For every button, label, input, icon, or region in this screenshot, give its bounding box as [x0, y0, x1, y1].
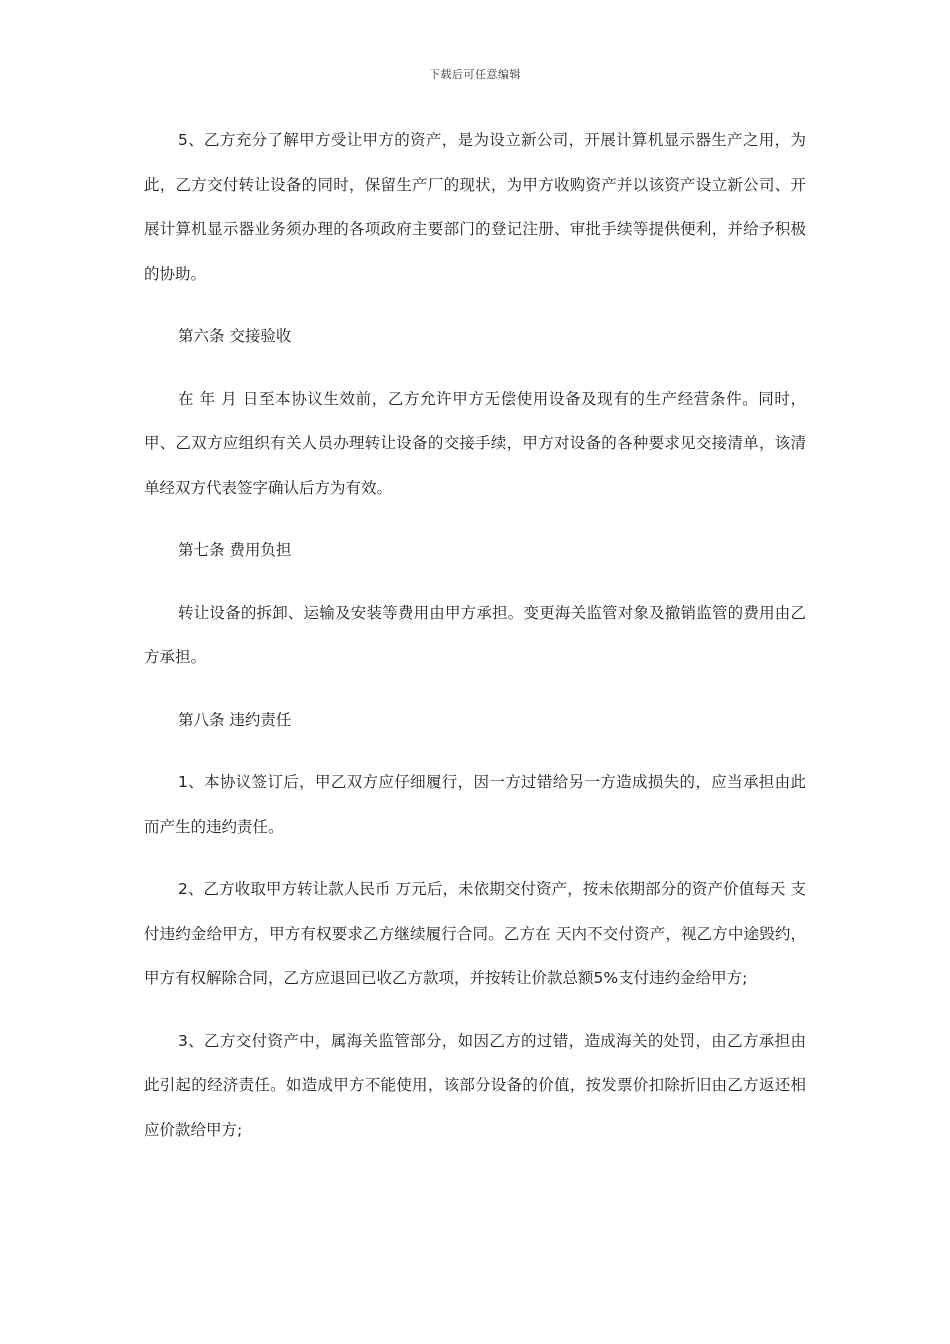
page-header: 下载后可任意编辑	[429, 68, 521, 81]
handover-paragraph: 在 年 月 日至本协议生效前，乙方允许甲方无偿使用设备及现有的生产经营条件。同时，甲、乙双方应组织有关人员办理转让设备的交接手续，甲方对设备的各种要求见交接清单，该清单经双方代表签字确认后方为有效。	[144, 389, 806, 497]
breach-clause-1: 1、本协议签订后，甲乙双方应仔细履行，因一方过错给另一方造成损失的，应当承担由此而产生的违约责任。	[144, 773, 806, 836]
article-8-heading: 第八条 违约责任	[178, 710, 292, 729]
cost-paragraph: 转让设备的拆卸、运输及安装等费用由甲方承担。变更海关监管对象及撤销监管的费用由乙方承担。	[144, 603, 806, 666]
document-body	[144, 118, 806, 1170]
breach-clause-3: 3、乙方交付资产中，属海关监管部分，如因乙方的过错，造成海关的处罚，由乙方承担由此引起的经济责任。如造成甲方不能使用，该部分设备的价值，按发票价扣除折旧由乙方返还相应价款给甲方;	[144, 1031, 806, 1139]
article-7-heading: 第七条 费用负担	[178, 541, 292, 559]
clause-5-paragraph: 5、乙方充分了解甲方受让甲方的资产，是为设立新公司，开展计算机显示器生产之用，为此，乙方交付转让设备的同时，保留生产厂的现状，为甲方收购资产并以该资产设立新公司、开展计算机显示器业务须办理的各项政府主要部门的登记注册、审批手续等提供便利，并给予积极的协助。	[144, 131, 806, 283]
article-6-heading: 第六条 交接验收	[178, 327, 292, 345]
breach-clause-2: 2、乙方收取甲方转让款人民币 万元后，未依期交付资产，按未依期部分的资产价值每天 支付违约金给甲方，甲方有权要求乙方继续履行合同。乙方在 天内不交付资产，视乙方中途毁约，甲方有权解除合同，乙方应退回已收乙方款项，并按转让价款总额5%支付违约金给甲方;	[144, 880, 806, 987]
